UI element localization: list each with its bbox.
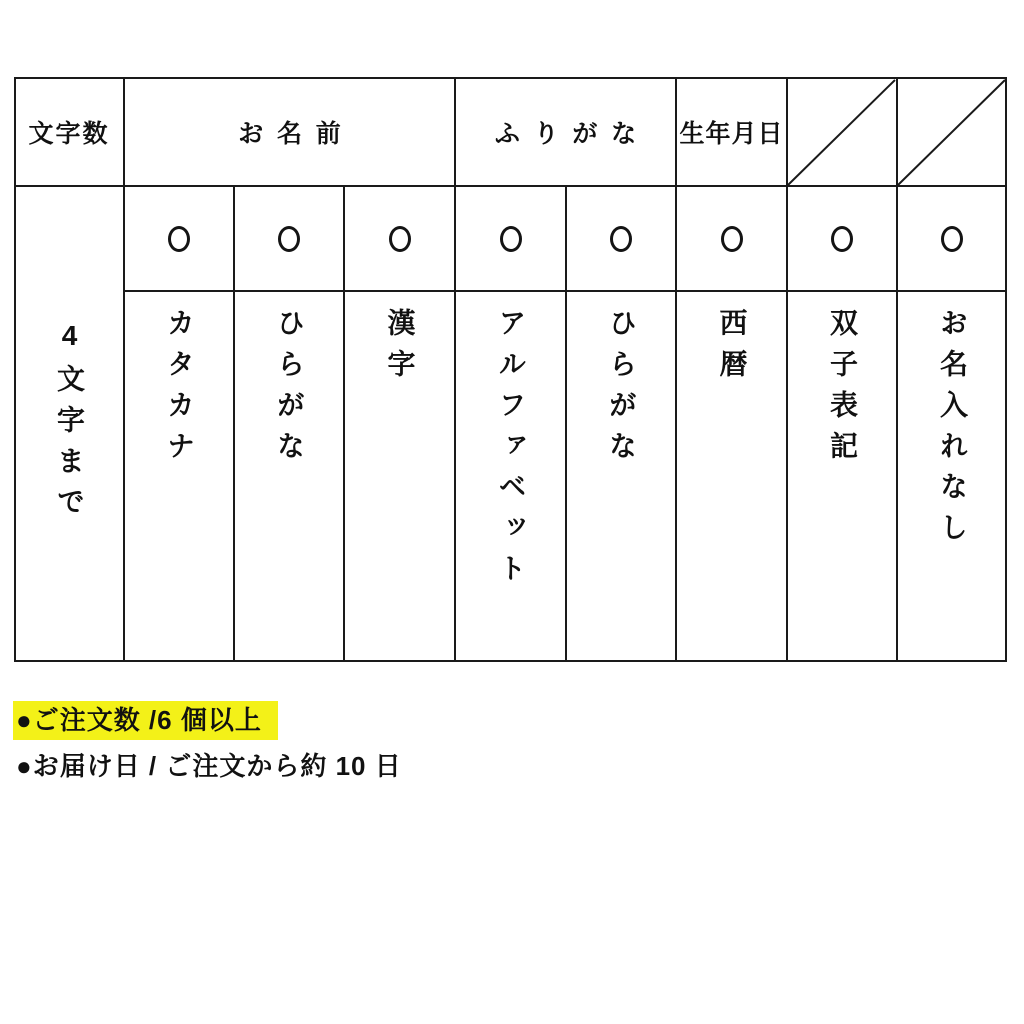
availability-cell (455, 186, 566, 291)
option-cell-hiragana-name (234, 291, 344, 662)
option-cell-katakana (124, 291, 234, 662)
header-furigana-label: ふりがな (494, 119, 650, 148)
order-notes (13, 701, 402, 779)
availability-cell (676, 186, 787, 291)
option-label: お名入れなし (937, 308, 968, 554)
note-delivery-date: ●お届け日 / ご注文から約 10 日 (16, 751, 402, 781)
option-label: アルファベット (495, 308, 527, 595)
header-birthdate (676, 77, 787, 186)
availability-mark (610, 226, 632, 252)
header-furigana (455, 77, 676, 186)
availability-mark (500, 226, 522, 252)
option-cell-alphabet (455, 291, 566, 662)
option-cell-kanji (344, 291, 455, 662)
header-birthdate-label: 生年月日 (679, 119, 784, 148)
option-label: カタカナ (164, 308, 195, 472)
availability-cell (234, 186, 344, 291)
option-cell-no-name (897, 291, 1007, 662)
availability-mark (721, 226, 743, 252)
availability-mark (831, 226, 853, 252)
availability-mark (389, 226, 411, 252)
option-label: 漢字 (384, 308, 416, 390)
header-name-label: お名前 (238, 119, 355, 148)
availability-cell (344, 186, 455, 291)
header-blank-cell-1 (787, 77, 897, 186)
availability-cell (897, 186, 1007, 291)
header-blank-cell-2 (897, 77, 1007, 186)
availability-cell (566, 186, 676, 291)
availability-cell (124, 186, 234, 291)
header-name (124, 77, 455, 186)
header-char-count (14, 77, 124, 186)
option-cell-seireki (676, 291, 787, 662)
availability-mark (168, 226, 190, 252)
row-label: 4文字まで (54, 320, 85, 528)
option-cell-twins (787, 291, 897, 662)
character-options-table (14, 77, 1007, 662)
option-label: ひらがな (274, 308, 305, 472)
availability-mark (941, 226, 963, 252)
option-label: 双子表記 (827, 308, 858, 472)
option-label: ひらがな (606, 308, 637, 472)
row-label-cell (14, 186, 124, 662)
availability-mark (278, 226, 300, 252)
availability-cell (787, 186, 897, 291)
header-char-count-label: 文字数 (28, 119, 110, 148)
option-label: 西暦 (716, 308, 748, 390)
note-order-quantity: ●ご注文数 /6 個以上 (13, 701, 278, 740)
option-cell-hiragana-furigana (566, 291, 676, 662)
